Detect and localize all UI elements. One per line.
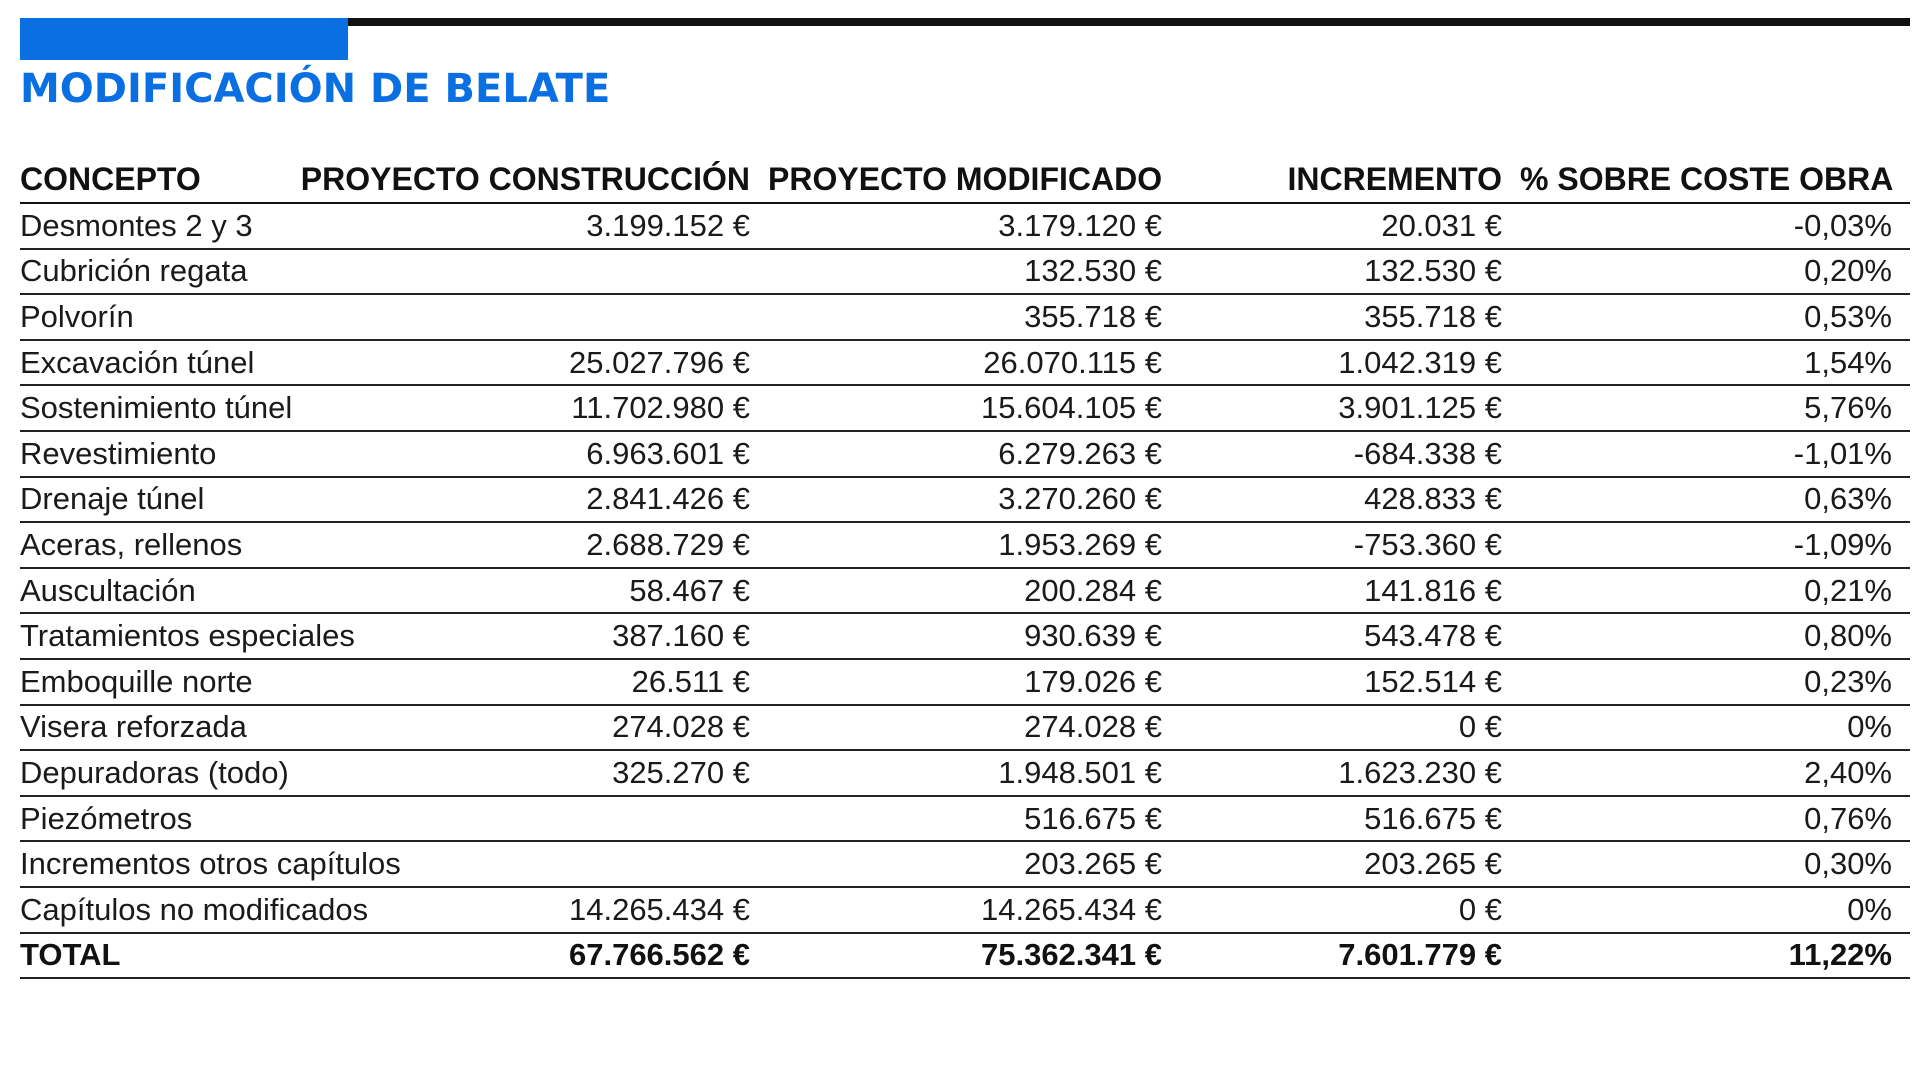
cell-incremento: 1.623.230 € (1180, 750, 1520, 796)
cell-construccion (300, 249, 768, 295)
cell-incremento: 1.042.319 € (1180, 340, 1520, 386)
table-row (20, 249, 1910, 295)
cell-concepto: Emboquille norte (20, 659, 300, 705)
cell-incremento: -753.360 € (1180, 522, 1520, 568)
table-row (20, 796, 1910, 842)
table-row (20, 750, 1910, 796)
cell-construccion: 6.963.601 € (300, 431, 768, 477)
cell-construccion: 325.270 € (300, 750, 768, 796)
cell-concepto: Piezómetros (20, 796, 300, 842)
cell-porcentaje: 0% (1520, 887, 1910, 933)
cell-modificado: 26.070.115 € (768, 340, 1180, 386)
cell-incremento: -684.338 € (1180, 431, 1520, 477)
cell-concepto: Incrementos otros capítulos (20, 841, 300, 887)
page-title: MODIFICACIÓN DE BELATE (20, 66, 611, 112)
cell-modificado: 3.179.120 € (768, 203, 1180, 249)
cell-concepto: Tratamientos especiales (20, 613, 300, 659)
cell-concepto: Excavación túnel (20, 340, 300, 386)
cell-construccion: 387.160 € (300, 613, 768, 659)
table-row (20, 705, 1910, 751)
cell-construccion: 3.199.152 € (300, 203, 768, 249)
cell-porcentaje: 0,23% (1520, 659, 1910, 705)
cell-porcentaje: 5,76% (1520, 385, 1910, 431)
cell-construccion: 274.028 € (300, 705, 768, 751)
total-incremento: 7.601.779 € (1180, 933, 1520, 979)
cell-porcentaje: 2,40% (1520, 750, 1910, 796)
table-row (20, 477, 1910, 523)
cell-incremento: 543.478 € (1180, 613, 1520, 659)
cell-modificado: 203.265 € (768, 841, 1180, 887)
cell-modificado: 3.270.260 € (768, 477, 1180, 523)
cell-construccion: 14.265.434 € (300, 887, 768, 933)
cell-concepto: Sostenimiento túnel (20, 385, 300, 431)
table-row (20, 340, 1910, 386)
cell-construccion: 11.702.980 € (300, 385, 768, 431)
table-total-row (20, 933, 1910, 979)
cell-porcentaje: 0,21% (1520, 568, 1910, 614)
table-row (20, 887, 1910, 933)
cell-incremento: 141.816 € (1180, 568, 1520, 614)
total-porcentaje: 11,22% (1520, 933, 1910, 979)
cell-modificado: 179.026 € (768, 659, 1180, 705)
cell-construccion: 58.467 € (300, 568, 768, 614)
header-porcentaje-coste: % SOBRE COSTE OBRA (1520, 150, 1910, 203)
accent-block (20, 18, 348, 60)
cell-construccion: 26.511 € (300, 659, 768, 705)
cost-table-container (20, 150, 1910, 979)
cell-construccion (300, 796, 768, 842)
table-header-row (20, 150, 1910, 203)
cell-concepto: Cubrición regata (20, 249, 300, 295)
cell-incremento: 152.514 € (1180, 659, 1520, 705)
cell-concepto: Desmontes 2 y 3 (20, 203, 300, 249)
total-label: TOTAL (20, 933, 300, 979)
cell-modificado: 6.279.263 € (768, 431, 1180, 477)
table-row (20, 294, 1910, 340)
cell-porcentaje: 0,20% (1520, 249, 1910, 295)
header-proyecto-modificado: PROYECTO MODIFICADO (768, 150, 1180, 203)
cell-porcentaje: 0,63% (1520, 477, 1910, 523)
cell-modificado: 132.530 € (768, 249, 1180, 295)
cell-construccion: 25.027.796 € (300, 340, 768, 386)
cell-modificado: 516.675 € (768, 796, 1180, 842)
cell-modificado: 14.265.434 € (768, 887, 1180, 933)
cell-modificado: 355.718 € (768, 294, 1180, 340)
cell-porcentaje: 0% (1520, 705, 1910, 751)
cell-incremento: 0 € (1180, 705, 1520, 751)
header-proyecto-construccion: PROYECTO CONSTRUCCIÓN (300, 150, 768, 203)
cell-porcentaje: 0,53% (1520, 294, 1910, 340)
table-row (20, 568, 1910, 614)
table-row (20, 841, 1910, 887)
cell-concepto: Depuradoras (todo) (20, 750, 300, 796)
cell-concepto: Visera reforzada (20, 705, 300, 751)
table-row (20, 522, 1910, 568)
table-row (20, 659, 1910, 705)
cell-construccion: 2.841.426 € (300, 477, 768, 523)
total-construccion: 67.766.562 € (300, 933, 768, 979)
total-modificado: 75.362.341 € (768, 933, 1180, 979)
cell-incremento: 516.675 € (1180, 796, 1520, 842)
cell-porcentaje: -1,09% (1520, 522, 1910, 568)
cell-concepto: Drenaje túnel (20, 477, 300, 523)
cell-porcentaje: 0,30% (1520, 841, 1910, 887)
header-incremento: INCREMENTO (1180, 150, 1520, 203)
cell-construccion (300, 294, 768, 340)
cell-concepto: Polvorín (20, 294, 300, 340)
cell-incremento: 355.718 € (1180, 294, 1520, 340)
cell-porcentaje: 1,54% (1520, 340, 1910, 386)
cell-incremento: 0 € (1180, 887, 1520, 933)
table-row (20, 385, 1910, 431)
cell-porcentaje: 0,80% (1520, 613, 1910, 659)
cell-modificado: 930.639 € (768, 613, 1180, 659)
cell-concepto: Capítulos no modificados (20, 887, 300, 933)
cell-incremento: 132.530 € (1180, 249, 1520, 295)
cell-modificado: 15.604.105 € (768, 385, 1180, 431)
cell-modificado: 200.284 € (768, 568, 1180, 614)
cell-construccion: 2.688.729 € (300, 522, 768, 568)
cell-modificado: 1.948.501 € (768, 750, 1180, 796)
cell-concepto: Aceras, rellenos (20, 522, 300, 568)
cell-modificado: 274.028 € (768, 705, 1180, 751)
cell-porcentaje: -1,01% (1520, 431, 1910, 477)
cell-concepto: Revestimiento (20, 431, 300, 477)
table-row (20, 613, 1910, 659)
cell-incremento: 3.901.125 € (1180, 385, 1520, 431)
cell-incremento: 20.031 € (1180, 203, 1520, 249)
cost-table (20, 150, 1910, 979)
cell-porcentaje: -0,03% (1520, 203, 1910, 249)
table-row (20, 431, 1910, 477)
cell-incremento: 203.265 € (1180, 841, 1520, 887)
header-concepto: CONCEPTO (20, 150, 300, 203)
cell-incremento: 428.833 € (1180, 477, 1520, 523)
table-row (20, 203, 1910, 249)
cell-concepto: Auscultación (20, 568, 300, 614)
cell-modificado: 1.953.269 € (768, 522, 1180, 568)
cell-porcentaje: 0,76% (1520, 796, 1910, 842)
